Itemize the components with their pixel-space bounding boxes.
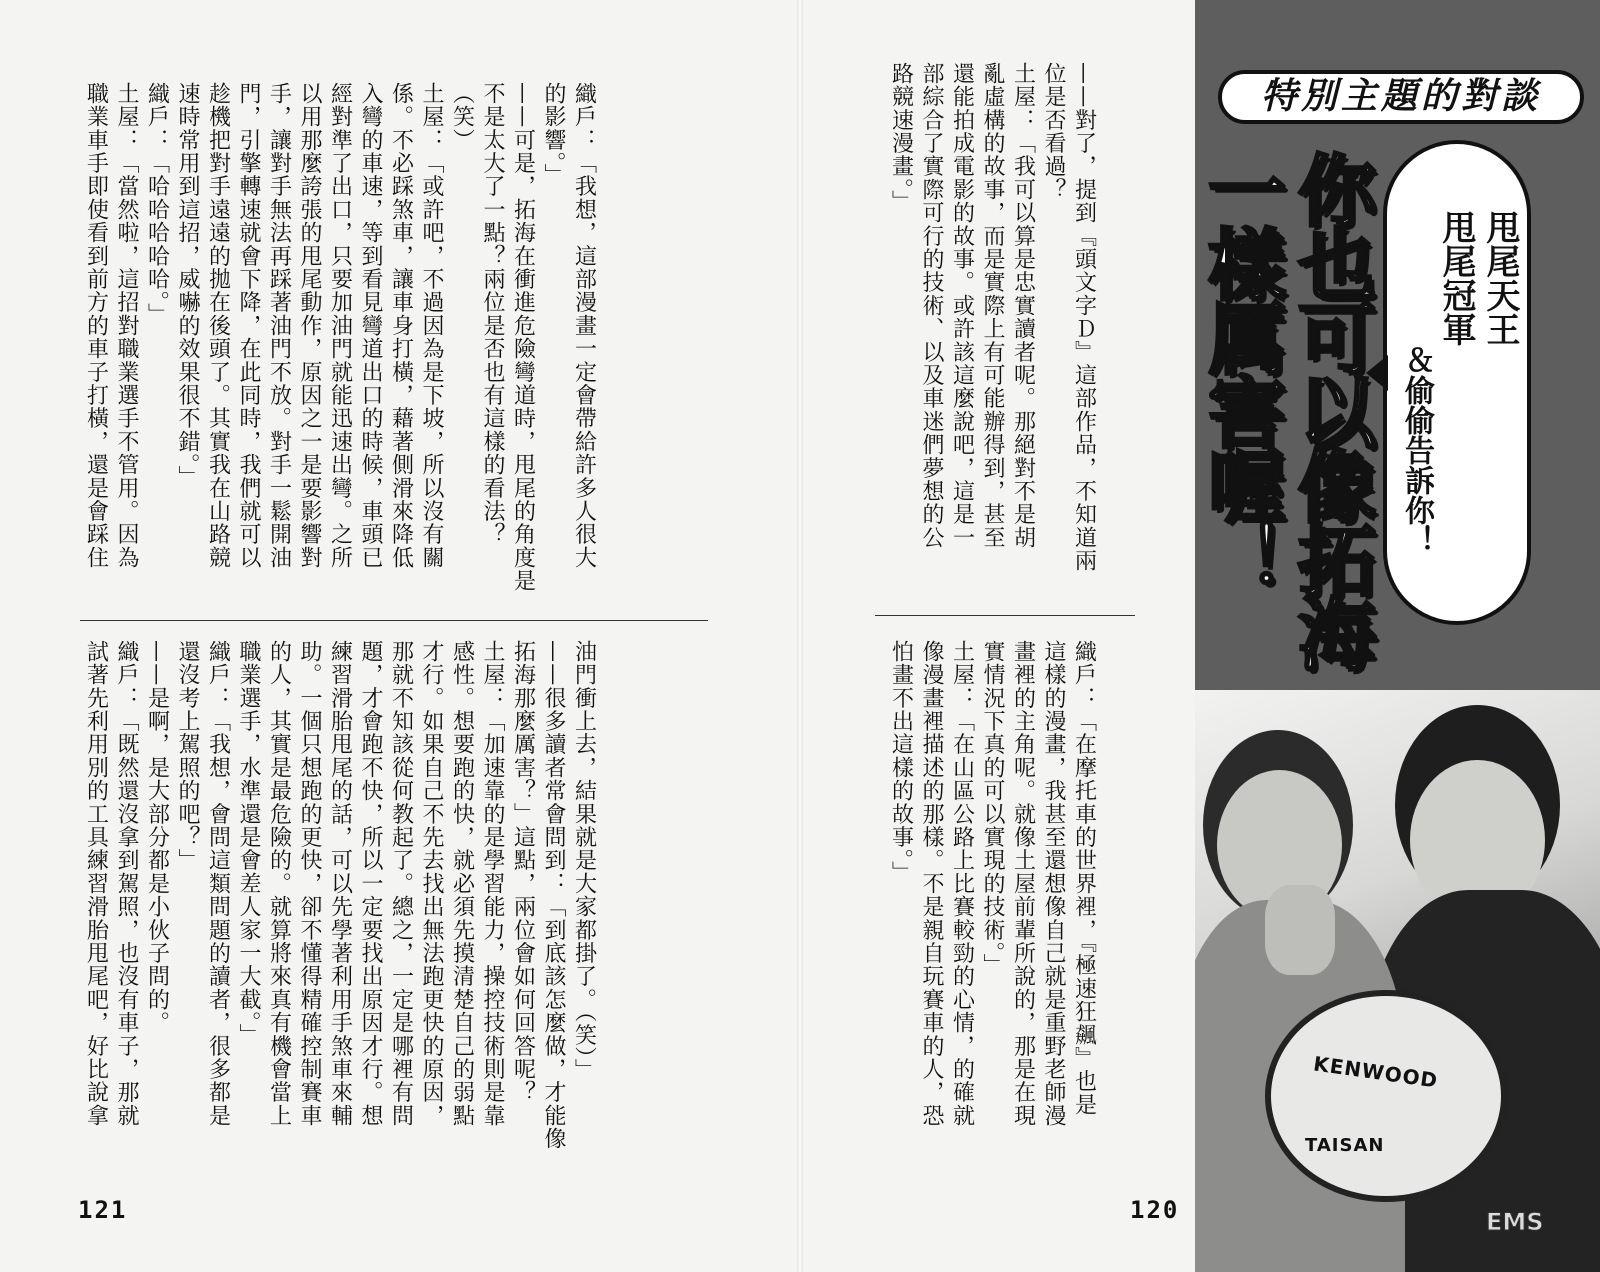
text-column: 經對準了出口，只要加油門就能迅速出彎。之所 [327, 82, 353, 570]
text-column: ——很多讀者常會問到：「到底該怎麼做，才能像 [541, 640, 566, 1151]
text-column: 織戶：「哈哈哈哈哈。」 [144, 82, 170, 327]
text-column: 才行。如果自己不先去找出無法跑更快的原因， [419, 640, 444, 1128]
series-title: 特別主題的對談 [1218, 70, 1584, 124]
helmet-brand-text: KENWOOD [1311, 1051, 1440, 1093]
bubble-line-1: 甩尾天王 [1480, 210, 1520, 346]
text-column: 織戶：「我想，這部漫畫一定會帶給許多人很大 [571, 82, 597, 570]
text-column: （笑） [449, 82, 475, 152]
interview-photo [1195, 690, 1600, 1272]
text-column: ——可是，拓海在衝進危險彎道時，甩尾的角度是 [510, 82, 536, 593]
text-column: 路競速漫畫。」 [888, 62, 914, 214]
headline-line-2: 一樣厲害喔！ [1195, 150, 1285, 594]
text-column: ——對了，提到『頭文字Ｄ』這部作品，不知道兩 [1071, 62, 1097, 573]
text-column: ——是啊，是大部分都是小伙子問的。 [144, 640, 170, 1035]
bubble-line-2: 甩尾冠軍 [1436, 210, 1476, 346]
text-column: 部綜合了實際可行的技術、以及車迷們夢想的公 [919, 62, 944, 550]
text-column: 油門衝上去，結果就是大家都掛了。（笑）」 [571, 640, 597, 1082]
text-column: 織戶：「在摩托車的世界裡，『極速狂飆』也是 [1071, 640, 1097, 1117]
text-column: 手，讓對手無法再踩著油門不放。對手一鬆開油 [266, 82, 292, 570]
text-column: 織戶：「我想，會問這類問題的讀者，很多都是 [205, 640, 231, 1128]
text-column: 實情況下真的可以實現的技術。」 [980, 640, 1005, 977]
right-lower-text [885, 640, 1099, 1140]
left-upper-text [80, 82, 599, 622]
text-column: 入彎的車速，等到看見彎道出口的時候，車頭已 [358, 82, 383, 570]
text-column: 織戶：「既然還沒拿到駕照，也沒有車子，那就 [114, 640, 139, 1128]
text-column: 感性。想要跑的快，就必須先摸清楚自己的弱點 [449, 640, 475, 1128]
text-column: 職業車手即使看到前方的車子打橫，還是會踩住 [83, 82, 109, 570]
thumb-up-hand [1265, 885, 1335, 975]
page-number-right: 120 [1130, 1196, 1180, 1224]
text-column: 亂虛構的故事，而是實際上有可能辦得到，甚至 [980, 62, 1005, 550]
text-column: 不是太大了一點？兩位是否也有這樣的看法？ [480, 82, 505, 546]
text-column: 助。一個只想跑的更快，卻不懂得精確控制賽車 [297, 640, 322, 1128]
helmet [1265, 990, 1507, 1202]
speech-bubble-tail [1366, 355, 1388, 391]
text-column: 的人，其實是最危險的。就算將來真有機會當上 [266, 640, 292, 1128]
text-column: 的影響。」 [541, 82, 566, 187]
text-column: 土屋：「或許吧，不過因為是下坡，所以沒有關 [419, 82, 444, 570]
text-column: 速時常用到這招，威嚇的效果很不錯。」 [175, 82, 200, 489]
text-column: 職業選手，水準還是會差人家一大截。」 [236, 640, 261, 1047]
text-column: 題，才會跑不快，所以一定要找出原因才行。想 [358, 640, 383, 1128]
text-column: 以用那麼誇張的甩尾動作，原因之一是要影響對 [297, 82, 322, 570]
text-column: 怕畫不出這樣的故事。」 [888, 640, 914, 885]
text-column: 趁機把對手遠遠的拋在後頭了。其實我在山路競 [205, 82, 231, 570]
bubble-line-3: ＆偷偷告訴你！ [1399, 345, 1434, 555]
text-column: 還沒考上駕照的吧？」 [175, 640, 200, 872]
text-column: 土屋：「當然啦，這招對職業選手不管用。因為 [114, 82, 139, 570]
text-column: 位是否看過？ [1041, 62, 1066, 202]
text-column: 土屋：「在山區公路上比賽較勁的心情，的確就 [949, 640, 975, 1128]
text-column: 門，引擎轉速就會下降，在此同時，我們就可以 [236, 82, 261, 570]
text-column: 係。不必踩煞車，讓車身打橫，藉著側滑來降低 [388, 82, 414, 570]
left-divider [80, 620, 708, 621]
headline-line-1: 你也可以像拓海 [1285, 150, 1375, 668]
left-lower-text [80, 640, 599, 1180]
watermark-logo: EMS [1486, 1208, 1544, 1236]
text-column: 畫裡的主角呢。就像土屋前輩所說的，那是在現 [1010, 640, 1036, 1128]
text-column: 試著先利用別的工具練習滑胎甩尾吧，好比說拿 [83, 640, 109, 1128]
right-divider [875, 615, 1135, 616]
page-number-left: 121 [78, 1196, 128, 1224]
text-column: 土屋：「我可以算是忠實讀者呢。那絕對不是胡 [1010, 62, 1036, 550]
text-column: 那就不知該從何教起了。總之，一定是哪裡有問 [388, 640, 414, 1128]
text-column: 像漫畫裡描述的那樣。不是親自玩賽車的人，恐 [919, 640, 944, 1128]
text-column: 這樣的漫畫，我甚至還想像自己就是重野老師漫 [1041, 640, 1066, 1128]
text-column: 還能拍成電影的故事。或許該這麼說吧，這是一 [949, 62, 975, 550]
right-upper-text [885, 62, 1099, 602]
text-column: 拓海那麼厲害？」這點，兩位會如何回答呢？ [510, 640, 536, 1104]
text-column: 練習滑胎甩尾的話，可以先學著利用手煞車來輔 [327, 640, 353, 1128]
text-column: 土屋：「加速靠的是學習能力，操控技術則是靠 [480, 640, 505, 1128]
helmet-sponsor-text: TAISAN [1305, 1135, 1385, 1156]
